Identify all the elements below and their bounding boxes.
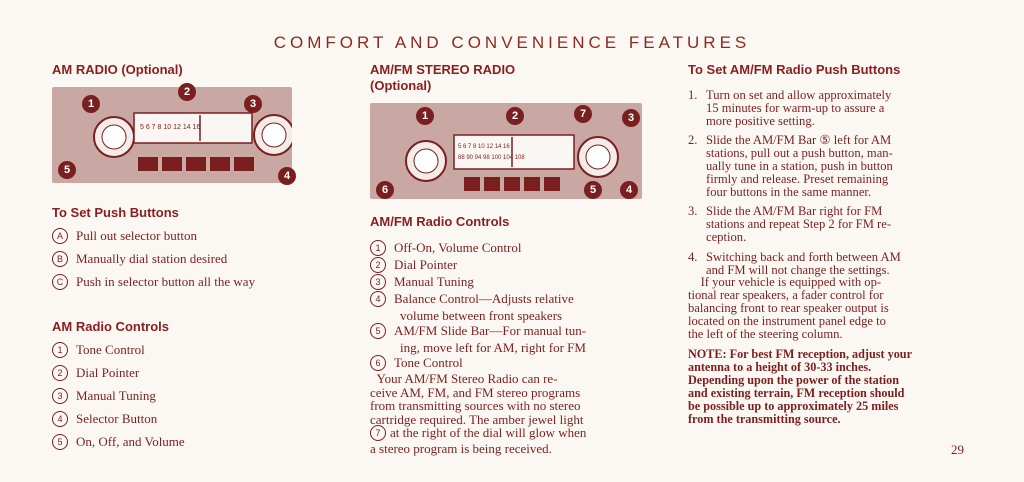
page-number: 29 bbox=[951, 442, 964, 457]
list-item-continued: ing, move left for AM, right for FM bbox=[400, 340, 586, 356]
push-buttons-column bbox=[688, 62, 968, 426]
callout-5: 5 bbox=[584, 181, 602, 199]
list-item: 5 AM/FM Slide Bar—For manual tun- bbox=[370, 323, 650, 340]
list-item: 1 Off-On, Volume Control bbox=[370, 240, 650, 257]
list-item: B Manually dial station desired bbox=[52, 251, 327, 274]
list-item: 4 Balance Control—Adjusts relative bbox=[370, 291, 650, 308]
list-item: 1 Tone Control bbox=[52, 342, 327, 365]
am-fm-stereo-column bbox=[370, 62, 650, 456]
number-bubble: 5 bbox=[52, 434, 68, 450]
stereo-paragraph: Your AM/FM Stereo Radio can re- ceive AM, FM, and FM stereo programs from transmitting sources with no stereo cartridge required. The amber jewel light 7 at the right of the dial will glow when a stereo program is being received. bbox=[370, 371, 587, 457]
am-fm-title-line1: AM/FM STEREO RADIO bbox=[370, 62, 516, 77]
am-radio-column bbox=[52, 62, 327, 457]
am-dial-scale: 5 6 7 8 10 12 14 16 bbox=[458, 144, 510, 150]
am-fm-controls-title: AM/FM Radio Controls bbox=[370, 214, 510, 229]
callout-4: 4 bbox=[620, 181, 638, 199]
list-item: 2 Dial Pointer bbox=[52, 365, 327, 388]
number-bubble: 1 bbox=[52, 342, 68, 358]
letter-bubble: B bbox=[52, 251, 68, 267]
list-item: 3 Manual Tuning bbox=[370, 274, 650, 291]
jewel-light-bubble: 7 bbox=[370, 425, 386, 441]
am-controls-title: AM Radio Controls bbox=[52, 319, 169, 334]
am-fm-title-line2: (Optional) bbox=[370, 78, 432, 93]
callout-2: 2 bbox=[178, 83, 196, 101]
callout-5: 5 bbox=[58, 161, 76, 179]
number-bubble: 4 bbox=[52, 411, 68, 427]
list-item: A Pull out selector button bbox=[52, 228, 327, 251]
callout-3: 3 bbox=[622, 109, 640, 127]
list-item: C Push in selector button all the way bbox=[52, 274, 327, 297]
list-item: 4 Selector Button bbox=[52, 411, 327, 434]
letter-bubble: C bbox=[52, 274, 68, 290]
callout-3: 3 bbox=[244, 95, 262, 113]
am-controls-list bbox=[52, 342, 327, 457]
step-1: 1. Turn on set and allow approximately 15 minutes for warm-up to assure a more positive setting. bbox=[688, 88, 892, 128]
list-item-continued: volume between front speakers bbox=[400, 308, 563, 324]
number-bubble: 2 bbox=[52, 365, 68, 381]
list-item: 5 On, Off, and Volume bbox=[52, 434, 327, 457]
callout-7: 7 bbox=[574, 105, 592, 123]
am-dial-scale: 5 6 7 8 10 12 14 16 bbox=[140, 124, 201, 131]
steps-list bbox=[688, 89, 968, 426]
page-header: COMFORT AND CONVENIENCE FEATURES bbox=[273, 33, 751, 52]
am-fm-controls-list bbox=[370, 240, 650, 372]
letter-bubble: A bbox=[52, 228, 68, 244]
am-radio-illustration bbox=[52, 87, 292, 183]
number-bubble: 3 bbox=[52, 388, 68, 404]
list-item: 2 Dial Pointer bbox=[370, 257, 650, 274]
am-fm-radio-illustration bbox=[370, 103, 642, 199]
callout-2: 2 bbox=[506, 107, 524, 125]
step-4: 4. Switching back and forth between AM and FM will not change the settings. bbox=[688, 249, 901, 277]
step-3: 3. Slide the AM/FM Bar right for FM stations and repeat Step 2 for FM re- ception. bbox=[688, 204, 892, 244]
step-2: 2. Slide the AM/FM Bar ⑤ left for AM stations, pull out a push button, man- ually tune in a station, push in button firmly and release. Preset remaining four buttons in the same manner. bbox=[688, 133, 893, 199]
callout-4: 4 bbox=[278, 167, 296, 185]
am-fm-push-buttons-title: To Set AM/FM Radio Push Buttons bbox=[688, 62, 901, 77]
am-radio-title: AM RADIO (Optional) bbox=[52, 62, 183, 77]
list-item: 3 Manual Tuning bbox=[52, 388, 327, 411]
fm-reception-note: NOTE: For best FM reception, adjust your antenna to a height of 30-33 inches. Depending upon the power of the station and existing terrain, FM reception should be possible up to approximately 25 miles from the transmitting source. bbox=[688, 347, 912, 427]
callout-6: 6 bbox=[376, 181, 394, 199]
list-item: 6 Tone Control bbox=[370, 355, 650, 372]
push-buttons-title: To Set Push Buttons bbox=[52, 205, 179, 220]
push-buttons-list bbox=[52, 228, 327, 297]
callout-1: 1 bbox=[416, 107, 434, 125]
rear-speakers-paragraph: If your vehicle is equipped with op- tional rear speakers, a fader control for balancing front to rear speaker output is located on the instrument panel edge to the left of the steering column. bbox=[688, 275, 889, 341]
callout-1: 1 bbox=[82, 95, 100, 113]
fm-dial-scale: 88 90 94 98 100 104 108 bbox=[458, 155, 525, 161]
